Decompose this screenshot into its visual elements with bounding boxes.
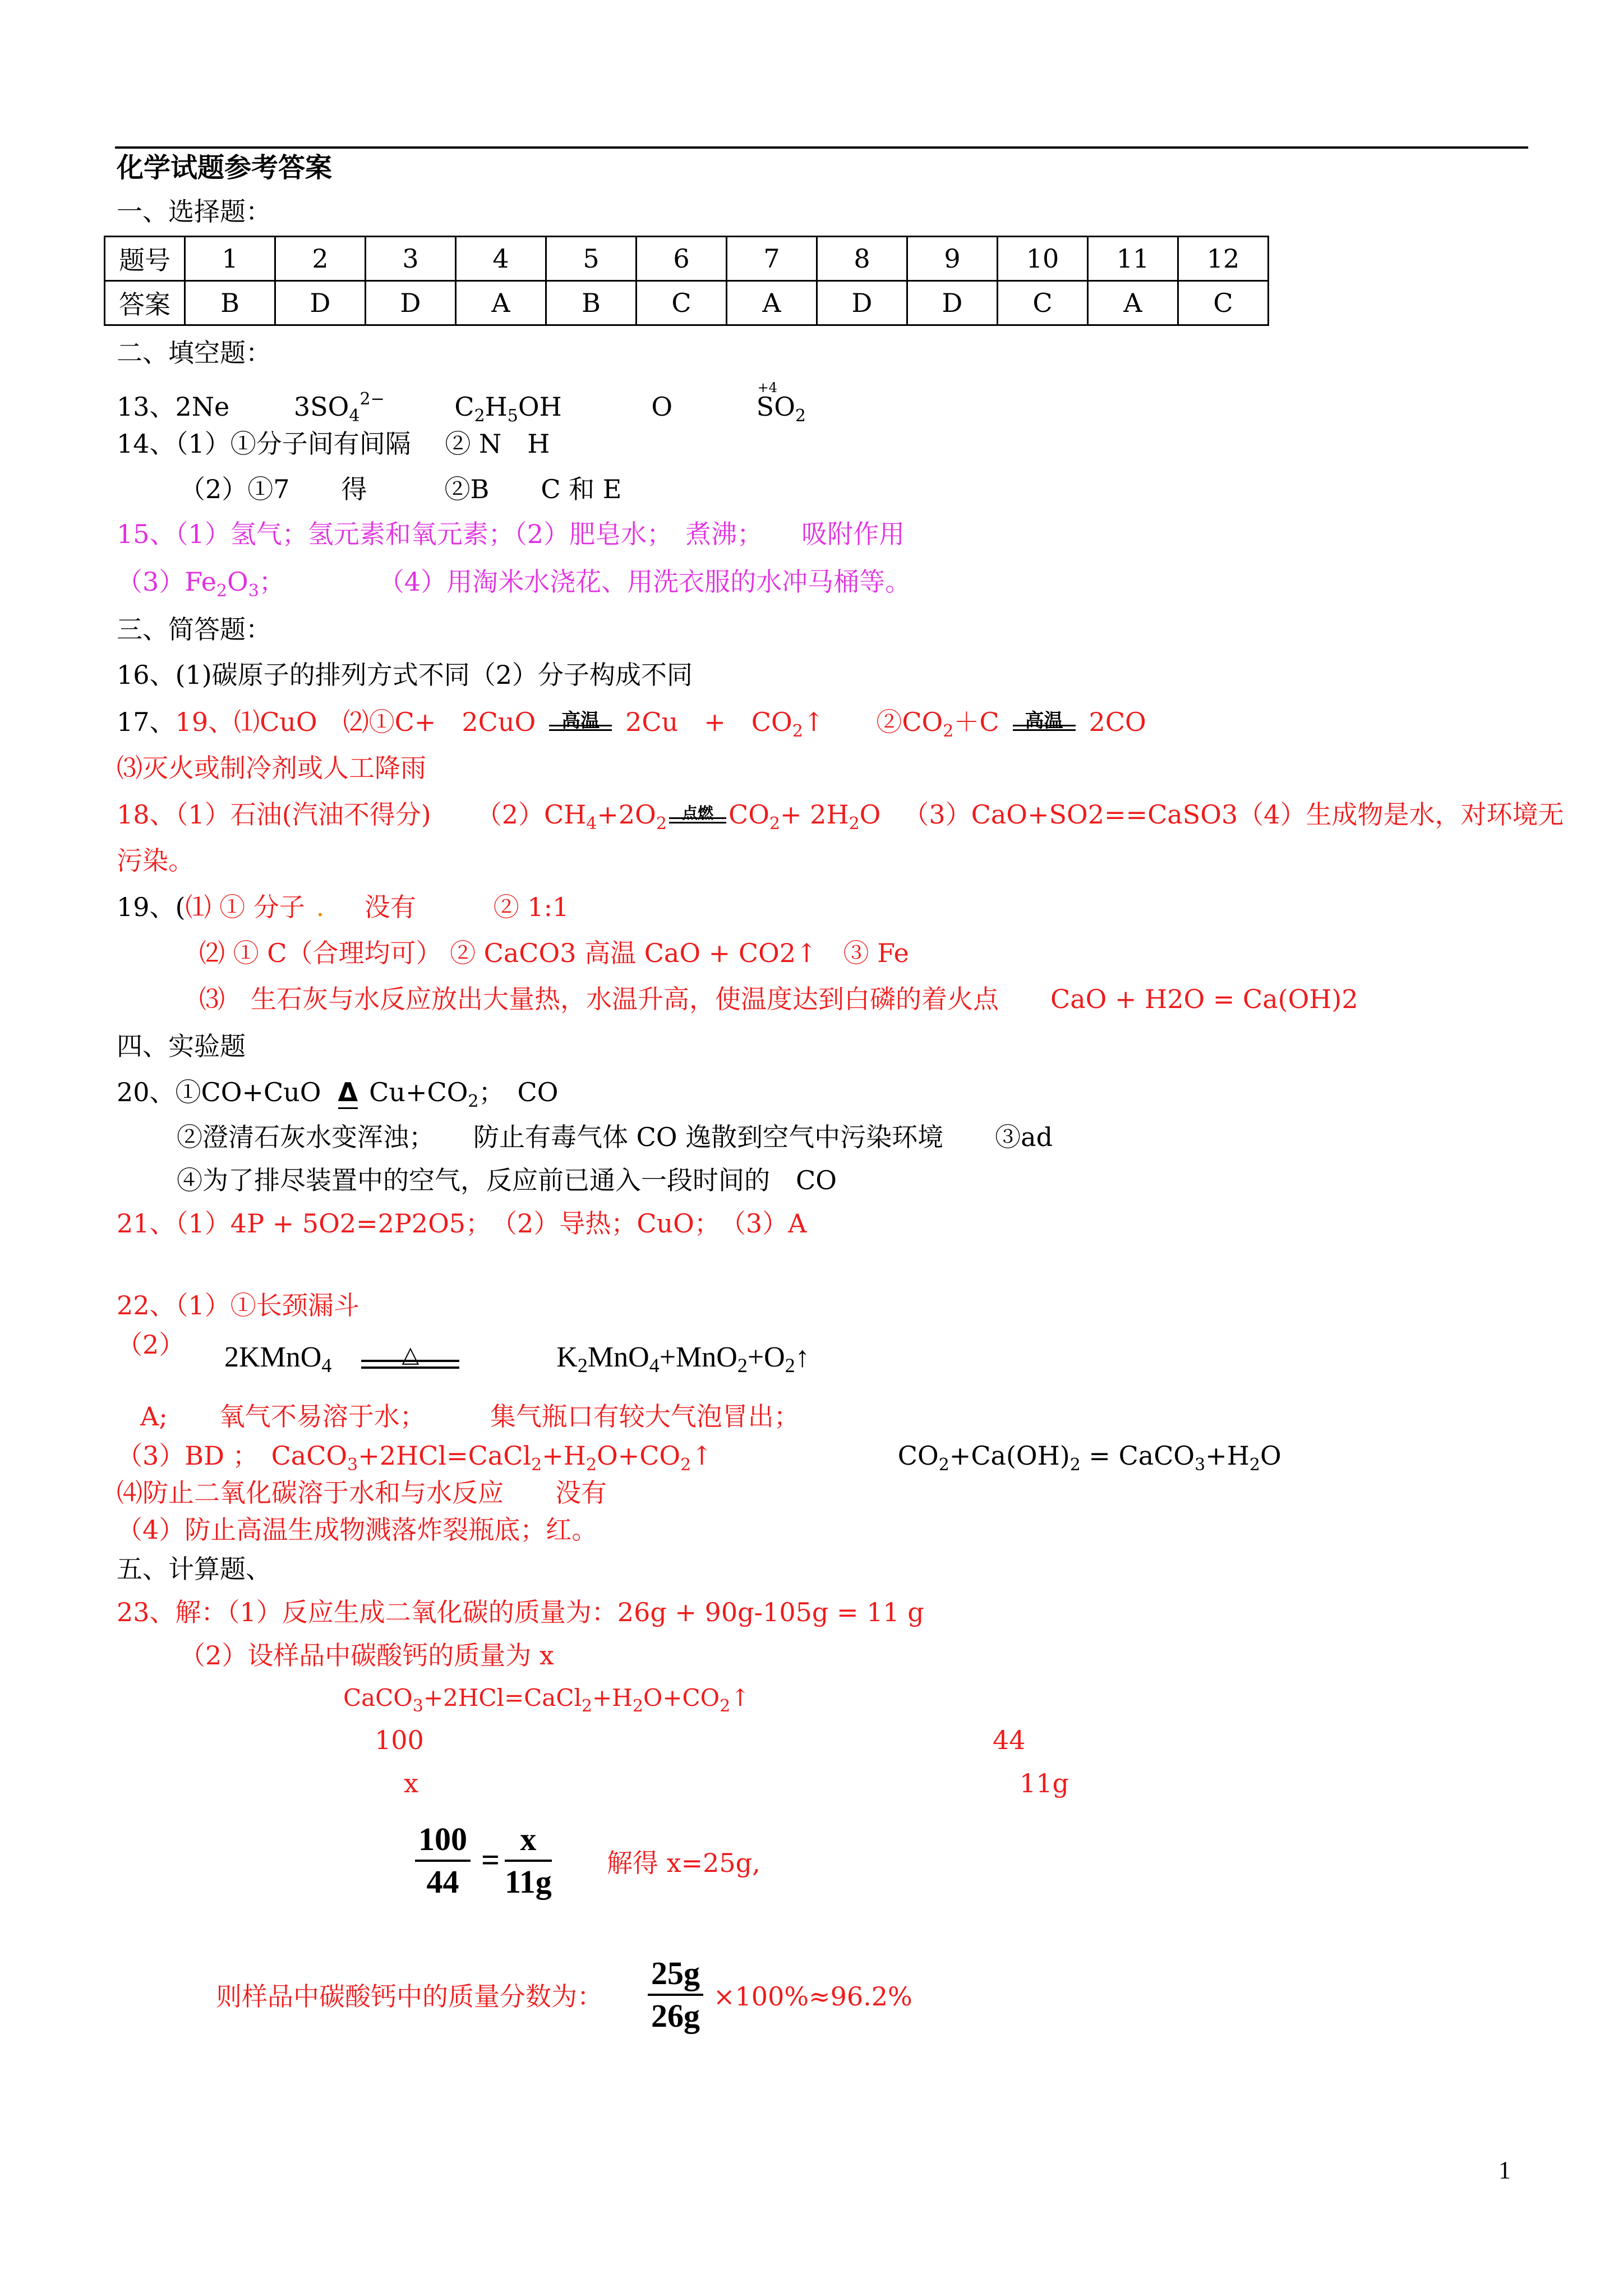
q19-label: 19、(: [117, 892, 186, 922]
q17-text: 19、⑴CuO ⑵①C+ 2CuO: [175, 707, 536, 737]
q17-answer: [175, 707, 1146, 741]
q19-dot: ．: [316, 892, 342, 922]
fraction-numerator: 100: [415, 1819, 471, 1862]
formula-sub: 2: [1069, 1455, 1081, 1475]
table-row: [105, 281, 1269, 325]
q23-var-11g: 11g: [1020, 1768, 1069, 1798]
q13-so2: [756, 380, 806, 432]
section-heading-fill: 二、填空题：: [117, 338, 271, 368]
q19-text: ⑴ ① 分子: [185, 892, 305, 922]
formula-sub: 2: [531, 1455, 542, 1475]
condition-text: 点燃: [681, 804, 713, 822]
q18-text: （3）CaO+SO2==CaSO3（4）生成物是水，对环境无: [903, 799, 1564, 830]
reaction-condition: [361, 1343, 459, 1377]
q15-line1: [117, 518, 905, 550]
table-cell: D: [817, 281, 907, 325]
section-heading-short: 三、简答题：: [117, 614, 271, 645]
q18-text: 18、（1）石油(汽油不得分): [117, 799, 431, 830]
q20-text: Cu+CO: [369, 1077, 468, 1107]
arrow-up-icon: ↑: [691, 1441, 713, 1471]
table-cell: 3: [366, 237, 456, 281]
formula-sub: 2: [785, 1354, 795, 1377]
q13-ethanol: [454, 392, 562, 426]
formula-text: O+CO: [643, 1684, 720, 1711]
reaction-condition: [547, 708, 614, 740]
table-cell: 5: [546, 237, 637, 281]
q22-limewater-eq: [897, 1441, 1281, 1475]
formula-sub: 2: [849, 814, 860, 834]
formula-text: 2KMnO: [224, 1341, 322, 1373]
table-row: [105, 237, 1269, 281]
formula-text: +H: [542, 1441, 586, 1471]
formula-sub: 2: [1249, 1455, 1260, 1475]
page-title: 化学试题参考答案: [117, 152, 333, 183]
q22-line6: （4）防止高温生成物溅落炸裂瓶底；红。: [117, 1515, 598, 1545]
table-cell: A: [727, 281, 817, 325]
condition-text: 高温: [1025, 710, 1063, 732]
formula-sub: 2: [943, 721, 954, 741]
formula-text: K: [556, 1341, 578, 1373]
condition-text: 高温: [561, 710, 600, 732]
formula-sub: 2: [585, 1455, 597, 1475]
formula-sub: 2: [581, 1696, 592, 1716]
formula-sub: 2: [474, 406, 485, 426]
formula-sub: 4: [586, 814, 597, 834]
q18-text: （2）CH: [476, 799, 587, 830]
formula-text: O: [227, 567, 248, 597]
formula-text: +2HCl=CaCl: [423, 1684, 582, 1711]
q15-text: 15、（1）氢气；氢元素和氧元素；（2）肥皂水； 煮沸； 吸附作用: [117, 519, 905, 549]
equals-sign: =: [481, 1842, 500, 1878]
formula-text: S: [756, 392, 774, 422]
formula-sub: 3: [1195, 1455, 1206, 1475]
q18-line1: [117, 798, 1564, 840]
q17-text: ＋C: [953, 707, 999, 737]
section-heading-calc: 五、计算题、: [117, 1554, 271, 1584]
reaction-condition: [1011, 708, 1078, 740]
q23-mass-co2: 44: [993, 1725, 1026, 1755]
q22-part3: [117, 1441, 713, 1475]
table-cell: C: [1178, 281, 1269, 325]
q13-oxygen: O: [651, 392, 673, 422]
q20-line3: ④为了排尽装置中的空气，反应前已通入一段时间的 CO: [177, 1165, 837, 1195]
fraction-x-11g: [505, 1819, 552, 1902]
formula-text: C: [454, 392, 474, 422]
table-cell: C: [637, 281, 727, 325]
formula-text: H: [485, 392, 508, 422]
table-cell: 1: [185, 237, 275, 281]
answer-table: [104, 236, 1269, 326]
heat-symbol: Δ: [338, 1077, 358, 1109]
table-cell: 答案: [105, 281, 185, 325]
q21-line: 21、（1）4P + 5O2=2P2O5； （2）导热；CuO； （3）A: [117, 1208, 807, 1239]
formula-sub: 2: [577, 1354, 588, 1377]
formula-text: = CaCO: [1080, 1441, 1195, 1471]
fraction-100-44: [415, 1819, 471, 1902]
q23-solve: 解得 x=25g,: [607, 1848, 760, 1878]
formula-text: 3SO: [293, 392, 349, 422]
q17-line1: [117, 706, 1146, 748]
q14-line1: 14、（1）①分子间有间隔 ② N H: [117, 429, 550, 459]
table-cell: 6: [637, 237, 727, 281]
reaction-condition: [667, 800, 728, 833]
q17-label: 17、: [117, 707, 176, 737]
q16-line: 16、(1)碳原子的排列方式不同（2）分子构成不同: [117, 660, 693, 690]
table-cell: 2: [275, 237, 366, 281]
q19-line1: [117, 891, 569, 923]
formula-sub: 4: [321, 1354, 332, 1377]
formula-sub: 4: [649, 1354, 660, 1377]
formula-text: O: [774, 392, 795, 422]
page-number: 1: [1498, 2156, 1511, 2184]
formula-sub: 2: [795, 406, 806, 426]
table-cell: 10: [998, 237, 1088, 281]
q23-result-label: 则样品中碳酸钙中的质量分数为：: [216, 1981, 603, 2012]
formula-sub: 2: [938, 1455, 949, 1475]
formula-sub: 4: [349, 406, 360, 426]
q22-equation: [224, 1338, 810, 1385]
table-cell: 12: [1178, 237, 1269, 281]
formula-text: MnO: [587, 1341, 649, 1373]
formula-sub: 2: [216, 581, 227, 601]
q23-line2: （2）设样品中碳酸钙的质量为 x: [179, 1640, 554, 1671]
q23-equation: [343, 1682, 750, 1723]
formula-text: CaCO: [343, 1684, 413, 1711]
header-rule: [115, 146, 1528, 149]
formula-sup: 2−: [359, 389, 385, 409]
q18-text: CO: [728, 799, 769, 830]
q17-text: ↑ ②CO: [803, 707, 943, 737]
table-cell: B: [185, 281, 275, 325]
formula-text: +O: [747, 1341, 785, 1373]
q17-text: 2Cu + CO: [625, 707, 792, 737]
formula-text: CO: [897, 1441, 939, 1471]
formula-sub: 2: [468, 1092, 479, 1111]
table-cell: 4: [456, 237, 546, 281]
q23-var-x: x: [404, 1768, 418, 1798]
q23-text: 23、解：（1）反应生成二氧化碳的质量为：26g + 90g-105g = 11 g: [117, 1597, 924, 1627]
fraction-25g-26g: [648, 1953, 703, 2036]
oxidation-state: +4: [757, 380, 778, 395]
q23-mass-caco3: 100: [375, 1725, 424, 1755]
q23-result: ×100%≈96.2%: [713, 1981, 912, 2012]
formula-text: （3）Fe: [117, 567, 216, 597]
fraction-numerator: x: [505, 1819, 552, 1862]
fraction-denominator: 11g: [505, 1864, 552, 1900]
formula-text: O: [1260, 1441, 1281, 1471]
table-cell: D: [907, 281, 998, 325]
formula-text: +Ca(OH): [949, 1441, 1070, 1471]
table-cell: 7: [727, 237, 817, 281]
table-cell: 11: [1088, 237, 1178, 281]
table-cell: 题号: [105, 237, 185, 281]
q20-text: 20、①CO+CuO: [117, 1077, 321, 1107]
q22-line5: ⑷防止二氧化碳溶于水和与水反应 没有: [117, 1478, 607, 1508]
formula-sub: 3: [248, 581, 259, 601]
arrow-up-icon: ↑: [795, 1341, 810, 1373]
q13-label: 13、2Ne: [117, 392, 230, 422]
q18-text: + 2H: [780, 799, 849, 830]
q19-line2: ⑵ ① C（合理均可） ② CaCO3 高温 CaO + CO2↑ ③ Fe: [199, 938, 909, 968]
formula-sub: 2: [680, 1455, 691, 1475]
q18-line2: 污染。: [117, 845, 194, 876]
fraction-denominator: 44: [426, 1864, 459, 1900]
q15-line2: [117, 565, 911, 608]
q20-line2: ②澄清石灰水变浑浊； 防止有毒气体 CO 逸散到空气中污染环境 ③ad: [177, 1122, 1053, 1152]
formula-text: O+CO: [596, 1441, 681, 1471]
table-cell: C: [998, 281, 1088, 325]
formula-text: +H: [1205, 1441, 1249, 1471]
formula-text: +H: [592, 1684, 633, 1711]
q19-text: 没有 ② 1:1: [364, 892, 569, 922]
q22-label-2: （2）: [117, 1329, 185, 1360]
section-heading-experiment: 四、实验题: [117, 1031, 246, 1061]
q19-line3: ⑶ 生石灰与水反应放出大量热，水温升高，使温度达到白磷的着火点 CaO + H2O = Ca(OH)2: [199, 984, 1358, 1014]
q22-line3: A; 氧气不易溶于水； 集气瓶口有较大气泡冒出；: [140, 1401, 800, 1432]
formula-text: +2HCl=CaCl: [358, 1441, 532, 1471]
formula-sub: 2: [737, 1354, 748, 1377]
q20-line1: [117, 1076, 558, 1118]
fraction-denominator: 26g: [651, 1998, 700, 2034]
formula-sub: 3: [412, 1696, 423, 1716]
q15-text: （4）用淘米水浇花、用洗衣服的水冲马桶等。: [391, 567, 911, 597]
q13-sulfate: [293, 389, 385, 426]
q22-line1: 22、（1）①长颈漏斗: [117, 1290, 359, 1320]
table-cell: D: [366, 281, 456, 325]
formula-sub: 3: [347, 1455, 358, 1475]
condition-text: △: [402, 1342, 419, 1368]
formula-sub: 2: [792, 721, 803, 741]
formula-text: ；: [259, 567, 285, 597]
section-heading-choice: 一、选择题：: [117, 196, 271, 227]
q14-line2: （2）①7 得 ②B C 和 E: [179, 474, 622, 504]
formula-sub: 2: [720, 1696, 731, 1716]
formula-sub: 5: [507, 406, 518, 426]
q20-text: ； CO: [478, 1077, 559, 1107]
formula-text: （3）BD ； CaCO: [117, 1441, 348, 1471]
table-cell: 9: [907, 237, 998, 281]
table-cell: B: [546, 281, 637, 325]
table-cell: A: [1088, 281, 1178, 325]
formula-text: OH: [518, 392, 562, 422]
q18-text: O: [859, 799, 881, 830]
table-cell: 8: [817, 237, 907, 281]
q17-line2: ⑶灭火或制冷剂或人工降雨: [117, 753, 426, 783]
table-cell: A: [456, 281, 546, 325]
formula-sub: 2: [769, 814, 781, 834]
formula-sub: 2: [656, 814, 667, 834]
q23-line1: [117, 1596, 924, 1628]
table-cell: D: [275, 281, 366, 325]
q22-line4: [117, 1439, 1281, 1481]
q18-text: +2O: [597, 799, 656, 830]
arrow-up-icon: ↑: [730, 1684, 750, 1711]
fraction-numerator: 25g: [648, 1953, 703, 1996]
formula-text: +MnO: [659, 1341, 737, 1373]
q13-line: [117, 380, 806, 432]
q17-text: 2CO: [1089, 707, 1146, 737]
formula-sub: 2: [632, 1696, 643, 1716]
